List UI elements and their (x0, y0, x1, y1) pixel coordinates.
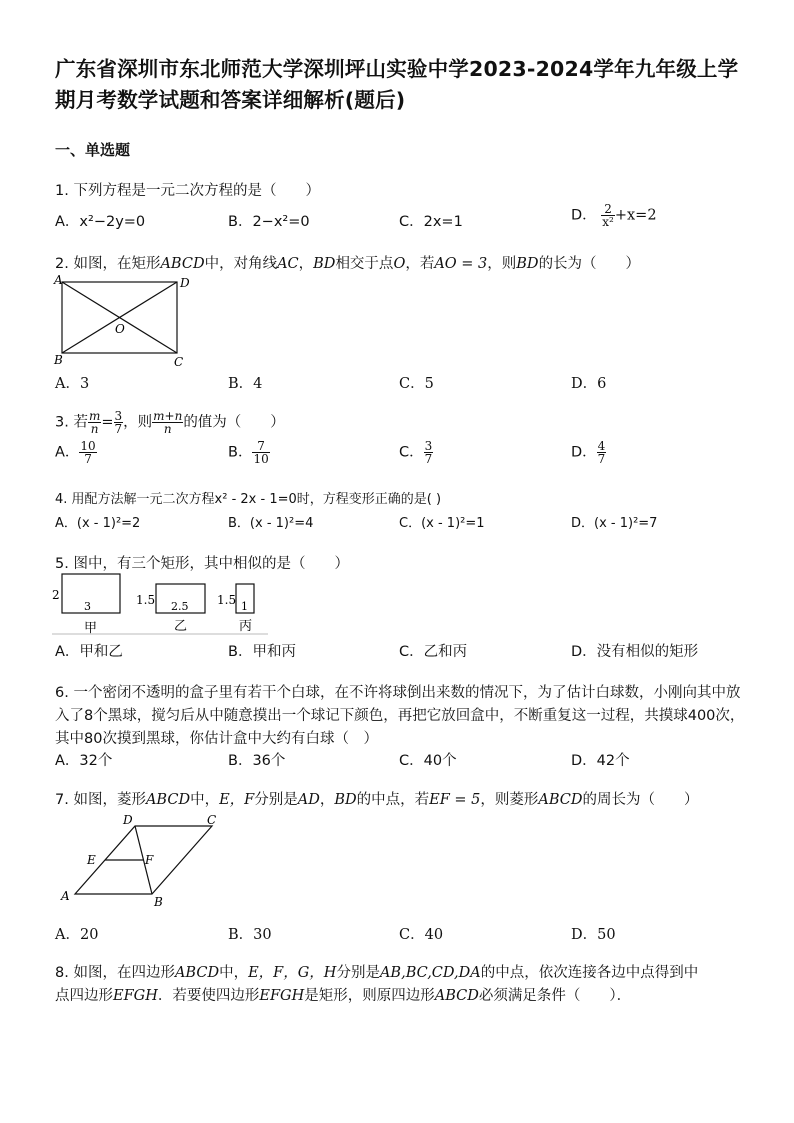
stem-text: 点四边形 (55, 988, 113, 1004)
label-c: C (207, 813, 217, 827)
frac-num: 10 (80, 439, 96, 453)
q6-option-d: D．42个 (571, 753, 630, 769)
stem-text: ，则菱形 (480, 792, 539, 808)
option-fraction (424, 440, 434, 465)
q7-option-d: D．50 (571, 927, 616, 943)
label-c: C (174, 355, 184, 369)
equals-sign: = (101, 414, 114, 431)
question-5-stem: 5. 图中，有三个矩形，其中相似的是（ ） (55, 556, 349, 572)
q4-option-d: D．(x - 1)²=7 (571, 516, 658, 531)
q1-option-d-fraction (601, 203, 615, 228)
question-3-stem (55, 410, 285, 435)
jia-width-label: 3 (84, 600, 91, 613)
question-4-stem: 4. 用配方法解一元二次方程x² - 2x - 1=0时，方程变形正确的是( ) (55, 492, 442, 507)
frac-den: 7 (597, 452, 606, 466)
frac-num: m (88, 409, 101, 423)
q4-option-c: C．(x - 1)²=1 (399, 516, 485, 531)
math-bd: BD (313, 256, 336, 272)
q4-option-a: A．(x - 1)²=2 (55, 516, 141, 531)
frac-num: 3 (114, 409, 123, 423)
stem-text: 7. 如图，菱形 (55, 792, 146, 808)
label-o: O (115, 322, 125, 336)
q1-option-b: B．2−x²=0 (228, 214, 310, 230)
q5-option-d: D．没有相似的矩形 (571, 644, 699, 660)
bing-width-label: 1 (241, 600, 248, 613)
three-rectangles-figure (50, 572, 270, 636)
bing-name-label: 丙 (239, 619, 253, 634)
math-abcd: ABCD (160, 256, 205, 272)
q3-option-d (571, 440, 606, 465)
label-a: A (54, 274, 63, 287)
math-sides: AB,BC,CD,DA (379, 965, 481, 981)
math-efgh: EFGH (113, 988, 158, 1004)
yi-height-label: 1.5 (136, 593, 156, 607)
yi-width-label: 2.5 (171, 600, 189, 613)
stem-text: 是矩形，则原四边形 (304, 988, 435, 1004)
question-1-stem: 1. 下列方程是一元二次方程的是（ ） (55, 183, 320, 199)
q3-option-b (228, 440, 270, 465)
yi-name-label: 乙 (174, 619, 188, 634)
q6-option-c: C．40个 (399, 753, 457, 769)
fraction-m-over-n (88, 410, 101, 435)
label-d: D (123, 813, 133, 827)
stem-text: 的值为（ ） (183, 414, 285, 431)
q2-option-b: B．4 (228, 376, 263, 392)
frac-den: 7 (424, 452, 433, 466)
frac-num: 7 (252, 440, 269, 453)
math-abcd: ABCD (538, 792, 583, 808)
stem-text: ， (298, 256, 314, 272)
option-fraction (597, 440, 607, 465)
stem-text: ，则 (123, 414, 153, 431)
stem-text: 的周长为（ ） (582, 792, 699, 808)
math-ef: E，F (219, 792, 255, 808)
frac-den: 10 (253, 452, 269, 466)
q5-option-c: C．乙和丙 (399, 644, 468, 660)
q6-option-b: B．36个 (228, 753, 286, 769)
stem-text: 分别是 (336, 965, 380, 981)
option-label: A． (55, 444, 80, 461)
math-efgh: EFGH (259, 988, 305, 1004)
q2-option-a: A．3 (55, 376, 90, 392)
frac-den: 7 (84, 452, 92, 466)
stem-text: ， (319, 792, 335, 808)
frac-den: x² (602, 215, 614, 229)
math-bd: BD (334, 792, 357, 808)
rectangle-jia (62, 574, 120, 613)
frac-den: n (163, 422, 172, 436)
stem-text: 2. 如图，在矩形 (55, 256, 161, 272)
option-fraction (252, 440, 269, 465)
frac-den: n (90, 422, 99, 436)
math-points: E，F，G，H (248, 965, 337, 981)
option-label: D． (571, 444, 597, 461)
math-abcd: ABCD (434, 988, 479, 1004)
stem-text: ．若要使四边形 (157, 988, 260, 1004)
q2-option-c: C．5 (399, 376, 434, 392)
question-2-stem (55, 253, 640, 276)
bing-height-label: 1.5 (217, 593, 237, 607)
math-bd: BD (516, 256, 539, 272)
stem-text: 的长为（ ） (538, 256, 641, 272)
q6-option-a: A．32个 (55, 753, 113, 769)
stem-text: 8. 如图，在四边形 (55, 965, 175, 981)
stem-text: 的中点，依次连接各边中点得到中 (480, 965, 699, 981)
stem-text: 中，对角线 (204, 256, 278, 272)
frac-num: 3 (424, 439, 433, 453)
option-label: B． (228, 444, 253, 461)
stem-text: 分别是 (254, 792, 298, 808)
label-b: B (54, 353, 63, 367)
q7-option-a: A．20 (55, 927, 99, 943)
question-6-stem: 6. 一个密闭不透明的盒子里有若干个白球，在不许将球倒出来数的情况下，为了估计白球数，小刚向其中放入了8个黑球，搅匀后从中随意摸出一个球记下颜色，再把它放回盒中，不断重复这一过程，共摸球400次，其中80次摸到黑球，你估计盒中大约有白球（ ） (55, 685, 745, 747)
label-e: E (87, 853, 96, 867)
question-7-stem (55, 789, 699, 812)
question-8-line-1 (55, 962, 698, 985)
math-condition: EF = 5 (429, 792, 481, 808)
q1-option-c: C．2x=1 (399, 214, 463, 230)
frac-num: 2 (601, 203, 615, 216)
stem-text: 必须满足条件（ ）． (478, 988, 632, 1004)
rectangle-figure (52, 274, 202, 370)
math-o: O (393, 256, 406, 272)
math-abcd: ABCD (174, 965, 220, 981)
q2-option-d: D．6 (571, 376, 607, 392)
jia-name-label: 甲 (84, 621, 98, 636)
math-condition: AO = 3 (434, 256, 488, 272)
fraction-3-over-7 (114, 410, 124, 435)
math-ac: AC (277, 256, 299, 272)
q1-option-d-tail: +x=2 (614, 207, 657, 224)
label-a: A (61, 889, 70, 903)
math-abcd: ABCD (145, 792, 191, 808)
option-label: C． (399, 444, 424, 461)
q4-option-b: B．(x - 1)²=4 (228, 516, 314, 531)
q7-option-b: B．30 (228, 927, 272, 943)
page-title: 广东省深圳市东北师范大学深圳坪山实验中学2023-2024学年九年级上学期月考数学试题和答案详细解析(题后) (55, 57, 739, 112)
q5-option-a: A．甲和乙 (55, 644, 123, 660)
q3-option-a (55, 440, 97, 465)
math-ad: AD (297, 792, 320, 808)
q1-option-a: A．x²−2y=0 (55, 214, 146, 230)
section-heading: 一、单选题 (55, 141, 131, 159)
frac-den: 7 (114, 422, 123, 436)
label-d: D (180, 276, 190, 290)
stem-text: 相交于点 (335, 256, 394, 272)
stem-text: ，若 (405, 256, 435, 272)
q7-option-c: C．40 (399, 927, 444, 943)
stem-text: ，则 (487, 256, 517, 272)
option-fraction (79, 440, 96, 465)
label-f: F (145, 853, 154, 867)
q1-option-d-label: D． (571, 207, 597, 224)
frac-num: m+n (153, 409, 183, 423)
q3-option-c (399, 440, 433, 465)
rhombus-figure (57, 812, 227, 908)
q1-option-d (571, 203, 657, 228)
frac-num: 4 (597, 439, 606, 453)
stem-text: 中， (190, 792, 220, 808)
stem-text: 3. 若 (55, 414, 88, 431)
fraction-m-plus-n-over-n (152, 410, 183, 435)
label-b: B (154, 895, 163, 908)
stem-text: 中， (219, 965, 249, 981)
question-8-line-2 (55, 985, 631, 1008)
q5-option-b: B．甲和丙 (228, 644, 296, 660)
stem-text: 的中点，若 (356, 792, 430, 808)
jia-height-label: 2 (52, 588, 60, 602)
